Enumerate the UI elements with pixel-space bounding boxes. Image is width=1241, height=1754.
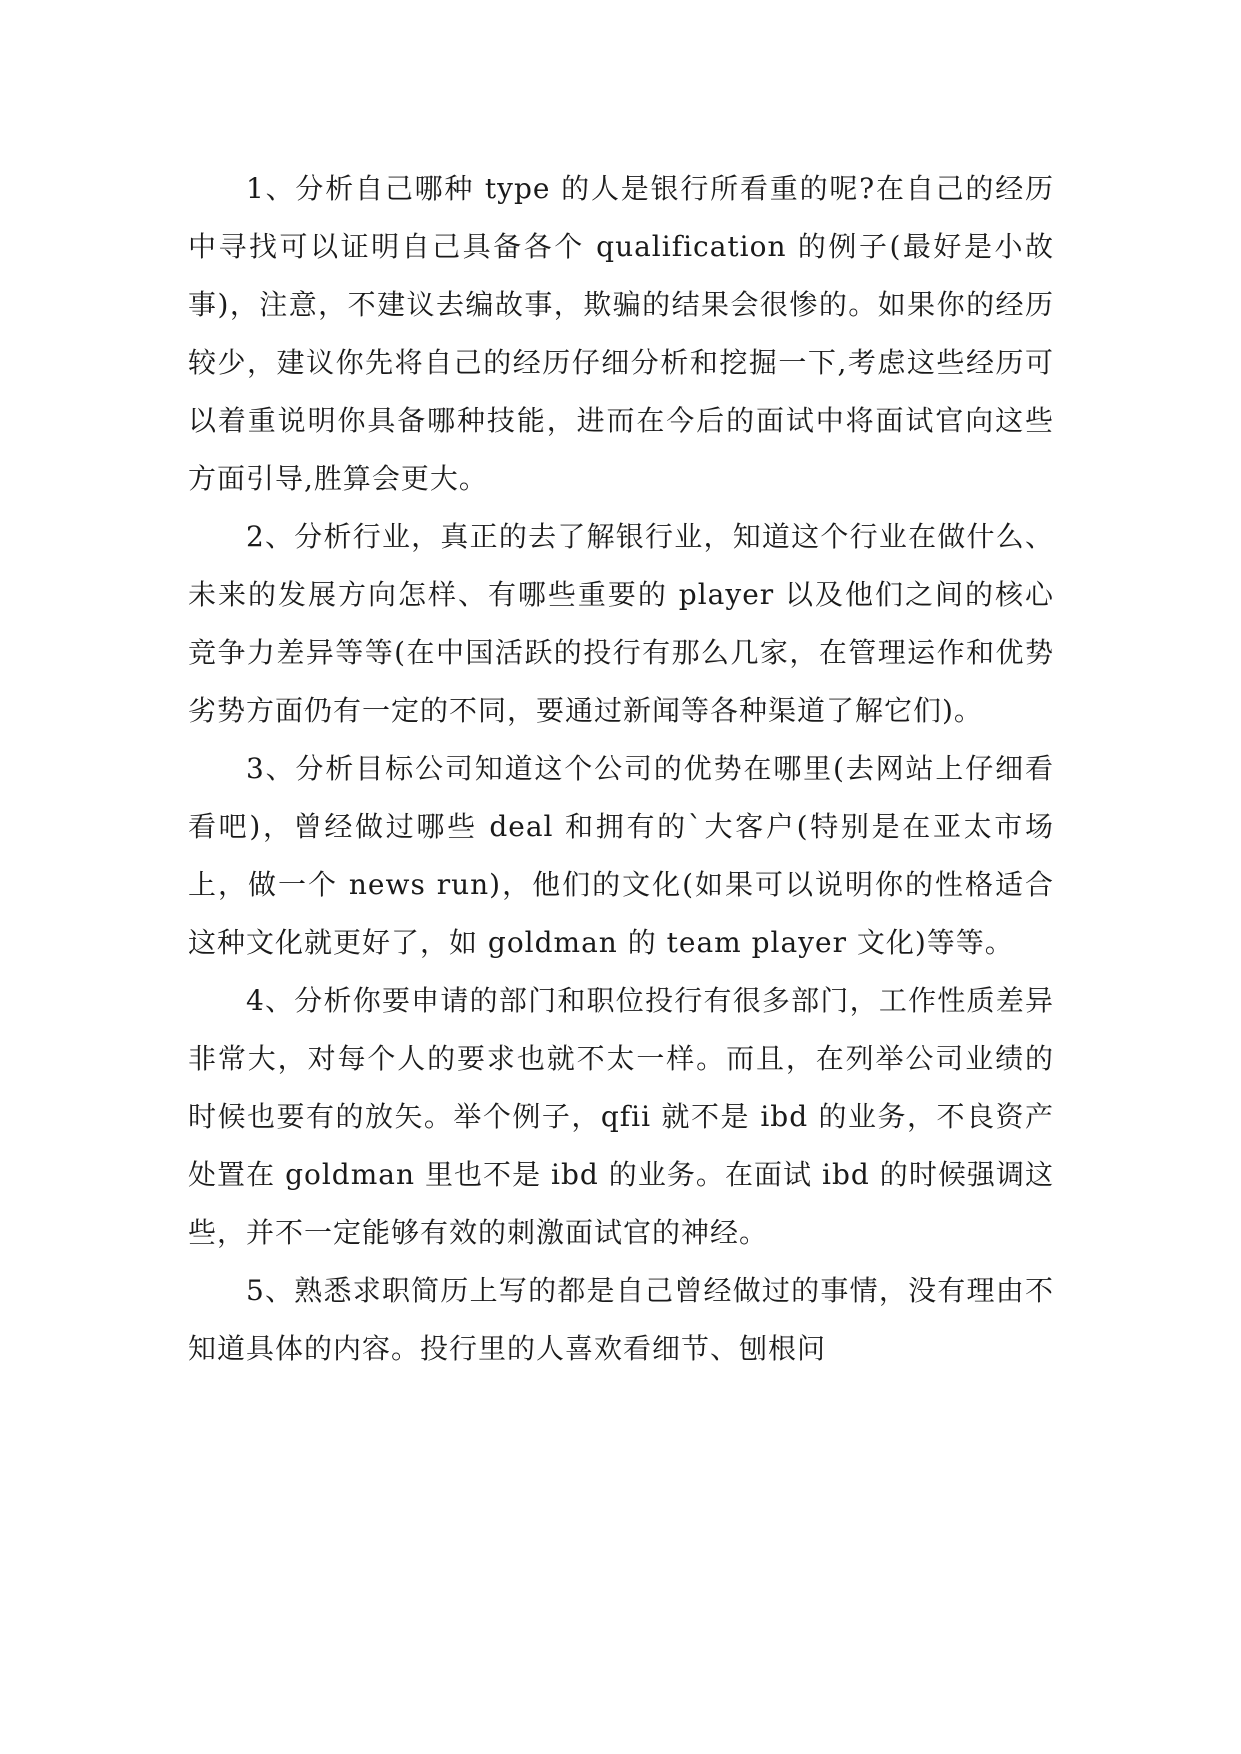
paragraph-4: 4、分析你要申请的部门和职位投行有很多部门，工作性质差异非常大，对每个人的要求也就不太一样。而且，在列举公司业绩的时候也要有的放矢。举个例子，qfii 就不是 ibd 的业务，不良资产处置在 goldman 里也不是 ibd 的业务。在面试 ibd 的时候强调这些，并不一定能够有效的刺激面试官的神经。 xyxy=(188,984,1054,1249)
document-body xyxy=(188,160,1054,1378)
paragraph-2: 2、分析行业，真正的去了解银行业，知道这个行业在做什么、未来的发展方向怎样、有哪些重要的 player 以及他们之间的核心竞争力差异等等(在中国活跃的投行有那么几家，在管理运作和优势劣势方面仍有一定的不同，要通过新闻等各种渠道了解它们)。 xyxy=(188,520,1054,727)
paragraph-1: 1、分析自己哪种 type 的人是银行所看重的呢?在自己的经历中寻找可以证明自己具备各个 qualification 的例子(最好是小故事)，注意，不建议去编故事，欺骗的结果会很惨的。如果你的经历较少，建议你先将自己的经历仔细分析和挖掘一下,考虑这些经历可以着重说明你具备哪种技能，进而在今后的面试中将面试官向这些方面引导,胜算会更大。 xyxy=(188,172,1054,495)
paragraph-5: 5、熟悉求职简历上写的都是自己曾经做过的事情，没有理由不知道具体的内容。投行里的人喜欢看细节、刨根问 xyxy=(188,1274,1054,1365)
paragraph-3: 3、分析目标公司知道这个公司的优势在哪里(去网站上仔细看看吧)，曾经做过哪些 deal 和拥有的`大客户(特别是在亚太市场上，做一个 news run)，他们的文化(如果可以说明你的性格适合这种文化就更好了，如 goldman 的 team player 文化)等等。 xyxy=(188,752,1054,959)
